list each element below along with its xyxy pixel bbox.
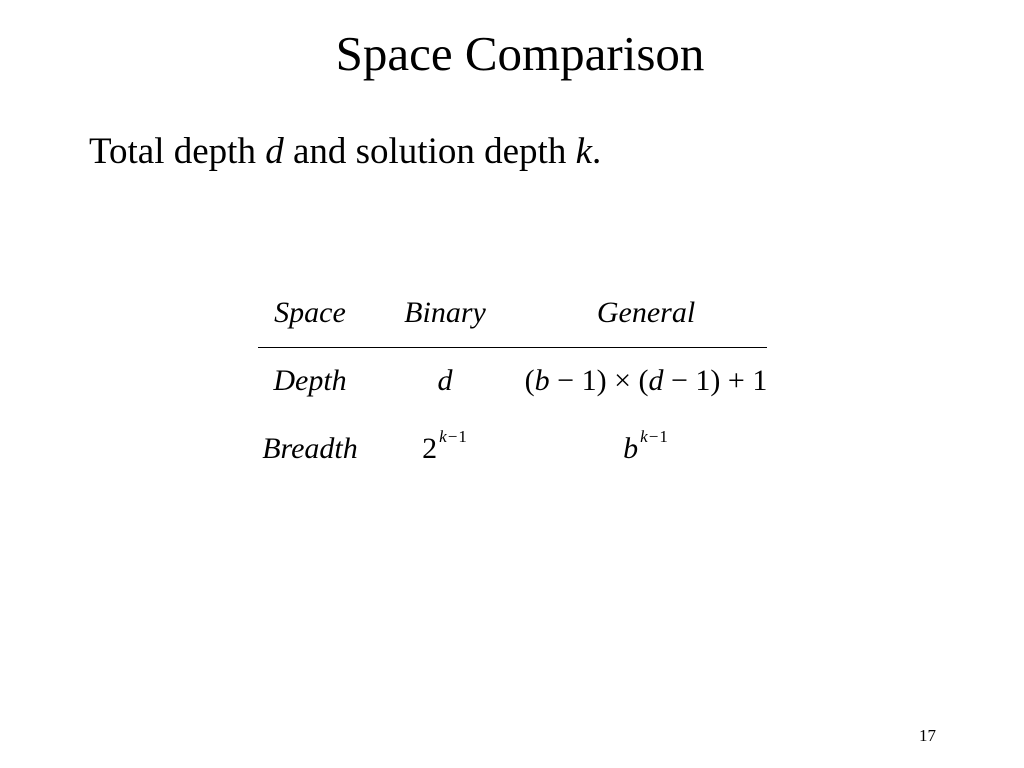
- breadth-binary-exponent: [439, 427, 468, 446]
- subtitle-text-1: Total depth: [89, 131, 266, 172]
- subtitle-text-3: .: [592, 131, 602, 172]
- header-space: Space: [274, 296, 346, 329]
- depth-general-b: b: [534, 364, 550, 397]
- header-rule: [258, 347, 767, 348]
- subtitle-var-k: k: [575, 131, 593, 172]
- depth-general-open: (: [524, 364, 535, 397]
- breadth-general-base: b: [623, 432, 639, 465]
- row-breadth-binary: [422, 427, 468, 471]
- row-depth-binary: d: [437, 364, 453, 397]
- page-number: 17: [919, 726, 936, 745]
- row-depth-general: [525, 363, 768, 399]
- header-binary: Binary: [404, 296, 486, 329]
- slide-title: Space Comparison: [335, 26, 705, 81]
- depth-general-mid: − 1) × (: [549, 364, 649, 397]
- subtitle-text-2: and solution depth: [283, 131, 576, 172]
- header-general: General: [596, 296, 696, 329]
- row-breadth-label: Breadth: [262, 432, 358, 465]
- breadth-binary-exp-k: k: [439, 427, 448, 446]
- subtitle-var-d: d: [265, 131, 284, 172]
- row-breadth-general: [623, 427, 669, 471]
- breadth-general-exp-k: k: [640, 427, 649, 446]
- breadth-general-exponent: [640, 427, 669, 446]
- depth-general-d: d: [648, 364, 664, 397]
- breadth-general-exp-rest: −1: [648, 427, 669, 446]
- depth-general-end: − 1) + 1: [663, 364, 768, 397]
- breadth-binary-exp-rest: −1: [447, 427, 468, 446]
- row-depth-label: Depth: [273, 364, 347, 397]
- breadth-binary-base: 2: [422, 432, 438, 465]
